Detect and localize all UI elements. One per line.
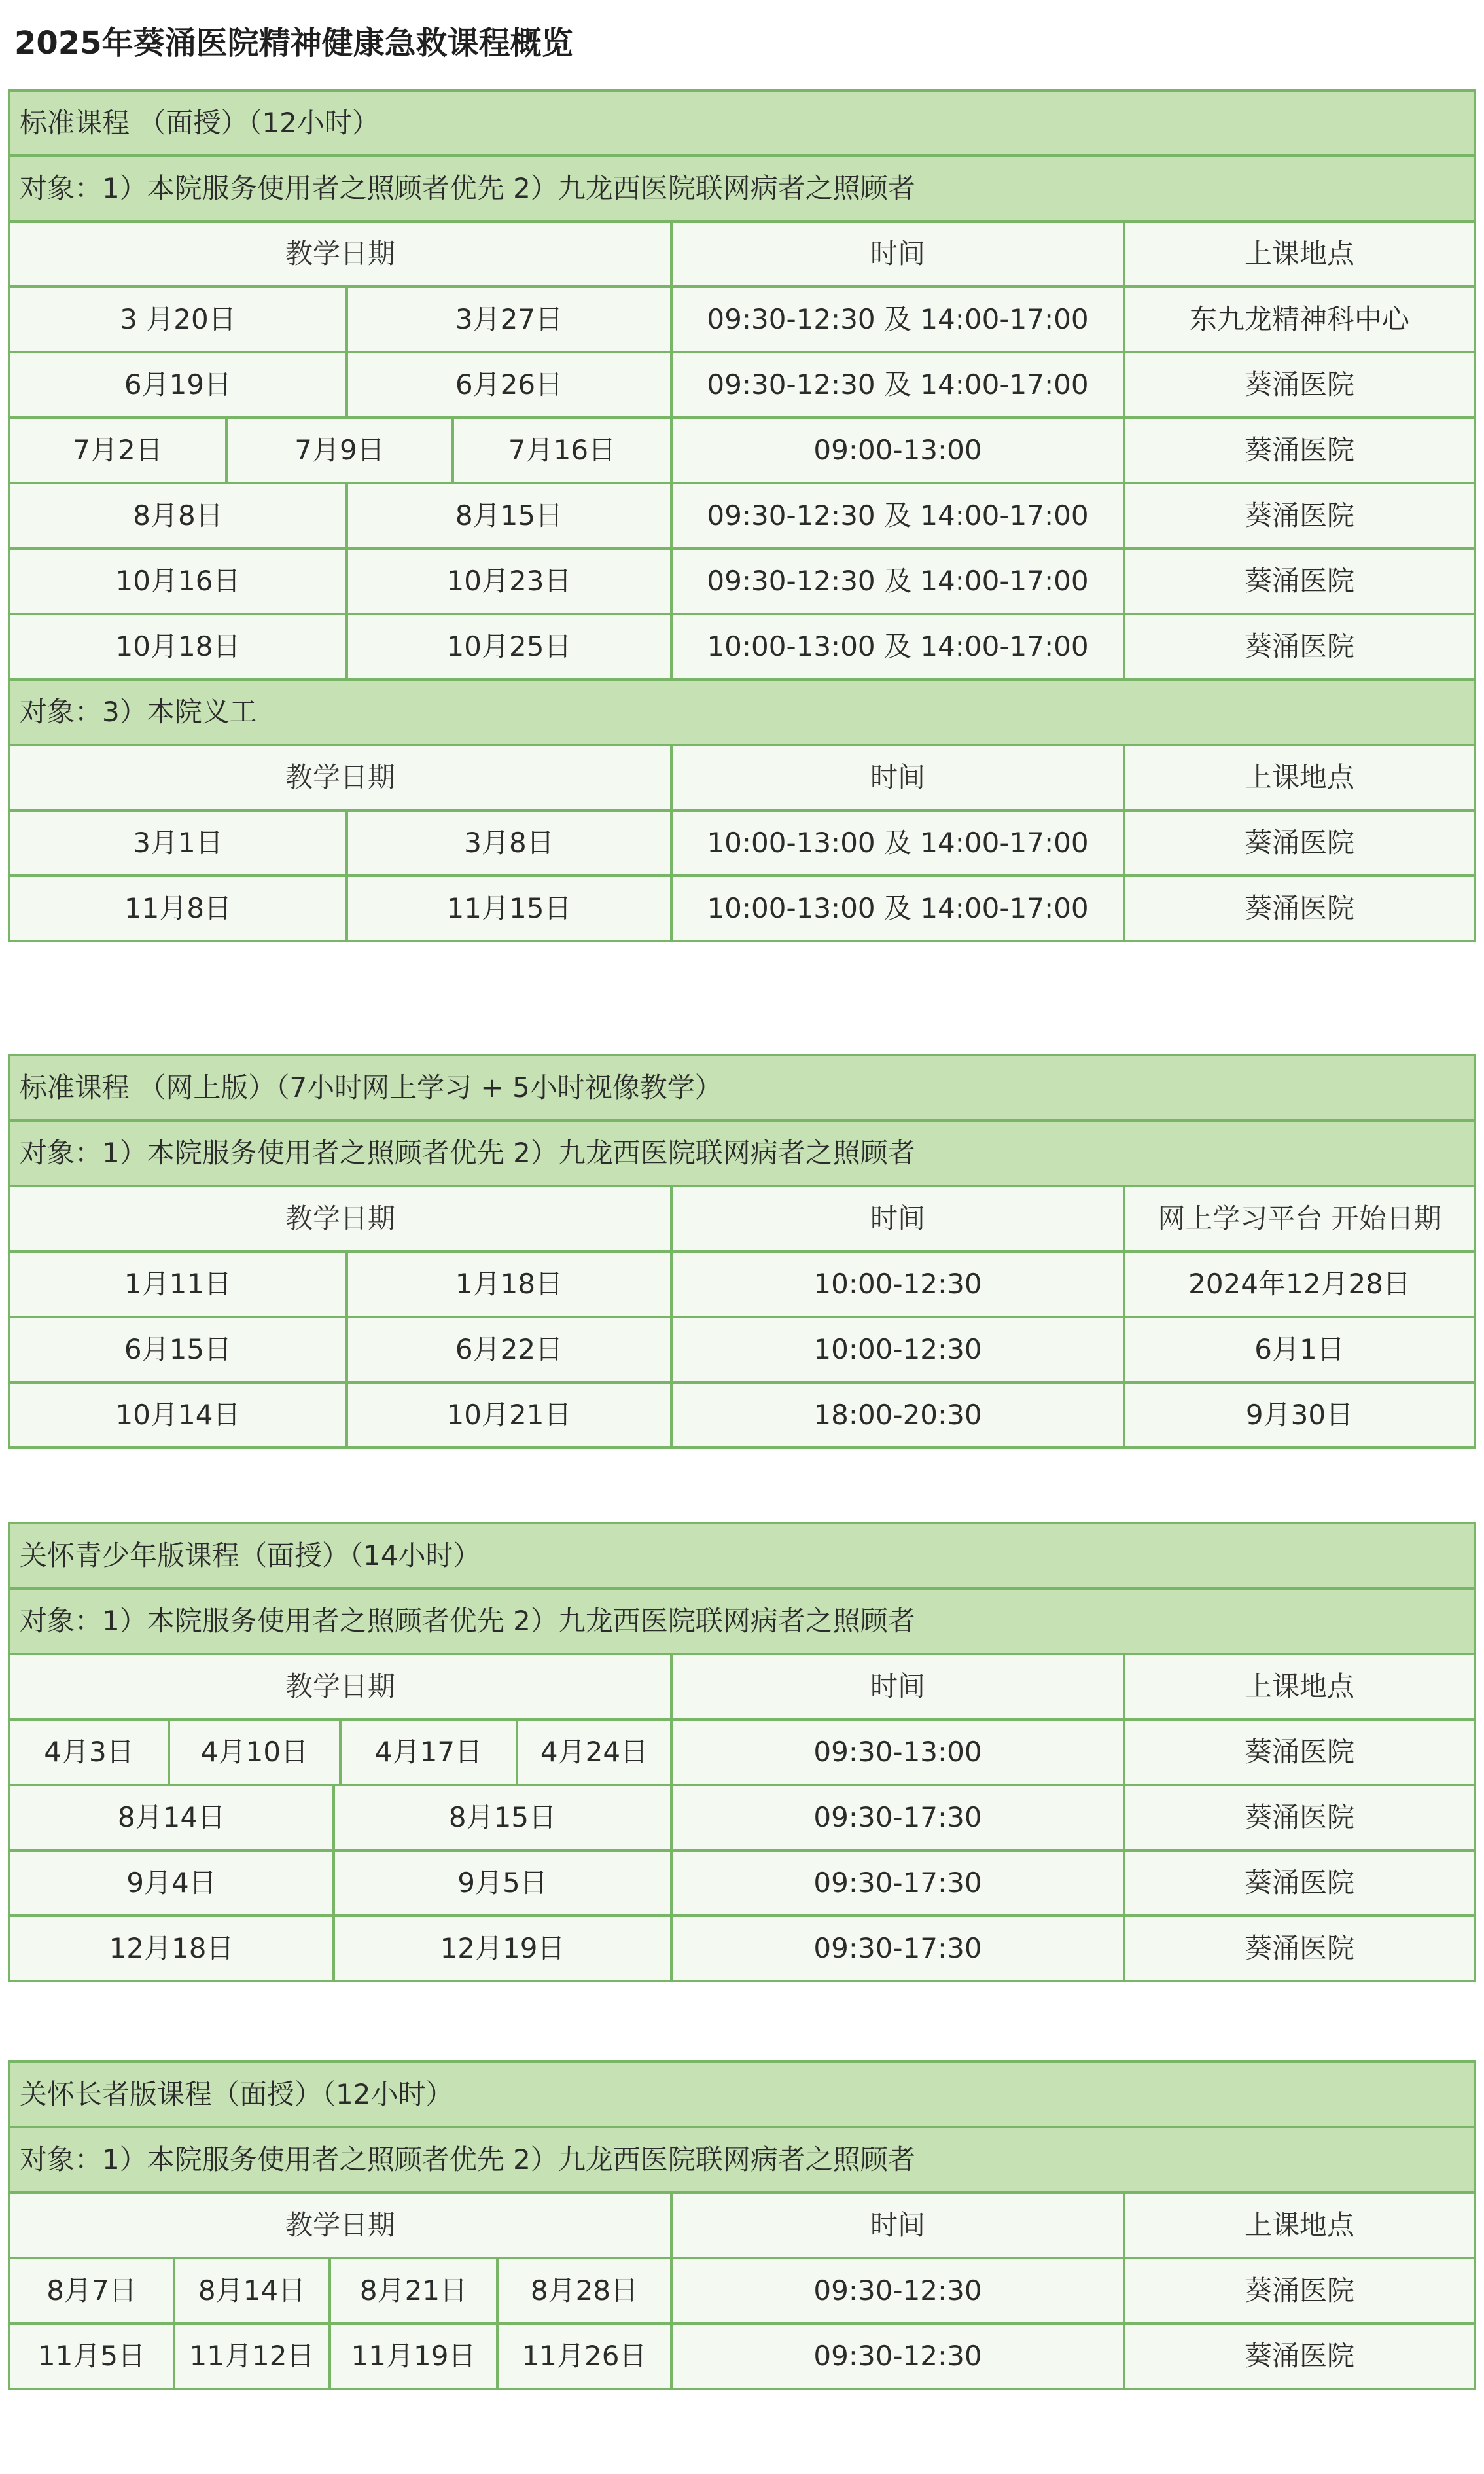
section-title: 关怀长者版课程（面授）（12小时） [9,2062,1475,2127]
table-row [9,1850,1475,1916]
session-date: 9月5日 [334,1850,671,1916]
session-place: 葵涌医院 [1124,483,1475,548]
section-title: 标准课程 （面授）（12小时） [9,90,1475,156]
target-audience: 对象：1）本院服务使用者之照顾者优先 2）九龙西医院联网病者之照顾者 [9,156,1475,221]
session-date: 3月1日 [9,810,347,876]
session-place: 葵涌医院 [1124,876,1475,941]
session-date: 4月3日 [9,1719,169,1785]
header-place: 上课地点 [1124,2193,1475,2258]
session-date: 8月15日 [334,1785,671,1850]
header-dates: 教学日期 [9,221,671,287]
table-row [9,810,1475,876]
session-date: 8月28日 [497,2258,671,2323]
session-date: 11月5日 [9,2323,174,2389]
session-date: 10月16日 [9,548,347,614]
header-row [9,745,1475,810]
session-time: 10:00-12:30 [671,1317,1124,1382]
table-row [9,1785,1475,1850]
header-dates: 教学日期 [9,1654,671,1719]
session-date: 9月4日 [9,1850,334,1916]
table-row [9,876,1475,941]
session-time: 09:30-12:30 及 14:00-17:00 [671,483,1124,548]
table-row [9,1251,1475,1317]
session-date: 11月19日 [330,2323,497,2389]
target-audience: 对象：1）本院服务使用者之照顾者优先 2）九龙西医院联网病者之照顾者 [9,1120,1475,1186]
session-date: 12月19日 [334,1916,671,1981]
course-table [8,89,1476,942]
course-section [8,1522,1474,1982]
banner-row [9,90,1475,156]
session-date: 1月18日 [347,1251,671,1317]
session-date: 8月21日 [330,2258,497,2323]
header-dates: 教学日期 [9,2193,671,2258]
session-place: 东九龙精神科中心 [1124,287,1475,352]
table-row [9,1382,1475,1448]
session-place: 葵涌医院 [1124,810,1475,876]
session-place: 葵涌医院 [1124,614,1475,679]
header-time: 时间 [671,1654,1124,1719]
header-time: 时间 [671,1186,1124,1251]
course-section [8,89,1474,942]
table-row [9,548,1475,614]
session-time: 09:00-13:00 [671,418,1124,483]
banner-row [9,1120,1475,1186]
session-date: 11月15日 [347,876,671,941]
course-table [8,2060,1476,2390]
section-title: 关怀青少年版课程（面授）（14小时） [9,1523,1475,1588]
table-row [9,1719,1475,1785]
session-time: 10:00-13:00 及 14:00-17:00 [671,614,1124,679]
session-time: 10:00-13:00 及 14:00-17:00 [671,876,1124,941]
table-row [9,483,1475,548]
session-place: 9月30日 [1124,1382,1475,1448]
session-date: 8月8日 [9,483,347,548]
session-date: 11月12日 [174,2323,330,2389]
session-time: 09:30-12:30 [671,2323,1124,2389]
session-date: 7月9日 [226,418,453,483]
banner-row [9,679,1475,745]
session-time: 10:00-13:00 及 14:00-17:00 [671,810,1124,876]
table-row [9,287,1475,352]
session-date: 10月14日 [9,1382,347,1448]
target-audience: 对象：3）本院义工 [9,679,1475,745]
banner-row [9,2127,1475,2193]
session-place: 葵涌医院 [1124,352,1475,418]
session-date: 8月14日 [174,2258,330,2323]
session-date: 10月25日 [347,614,671,679]
header-row [9,1186,1475,1251]
session-place: 葵涌医院 [1124,1850,1475,1916]
session-date: 6月15日 [9,1317,347,1382]
session-date: 8月7日 [9,2258,174,2323]
table-row [9,2323,1475,2389]
session-time: 09:30-12:30 及 14:00-17:00 [671,548,1124,614]
session-place: 葵涌医院 [1124,418,1475,483]
session-place: 葵涌医院 [1124,548,1475,614]
banner-row [9,1588,1475,1654]
section-title: 标准课程 （网上版）（7小时网上学习 + 5小时视像教学） [9,1055,1475,1120]
session-time: 09:30-17:30 [671,1785,1124,1850]
session-date: 1月11日 [9,1251,347,1317]
table-row [9,2258,1475,2323]
table-row [9,352,1475,418]
header-row [9,2193,1475,2258]
banner-row [9,156,1475,221]
session-time: 09:30-12:30 及 14:00-17:00 [671,287,1124,352]
session-date: 10月21日 [347,1382,671,1448]
course-table [8,1054,1476,1449]
session-date: 4月24日 [517,1719,671,1785]
target-audience: 对象：1）本院服务使用者之照顾者优先 2）九龙西医院联网病者之照顾者 [9,2127,1475,2193]
session-date: 11月8日 [9,876,347,941]
session-date: 7月16日 [453,418,671,483]
header-dates: 教学日期 [9,745,671,810]
session-place: 葵涌医院 [1124,1785,1475,1850]
session-place: 葵涌医院 [1124,2258,1475,2323]
header-place: 网上学习平台 开始日期 [1124,1186,1475,1251]
session-date: 11月26日 [497,2323,671,2389]
course-table [8,1522,1476,1982]
header-time: 时间 [671,2193,1124,2258]
header-row [9,1654,1475,1719]
header-row [9,221,1475,287]
session-date: 6月22日 [347,1317,671,1382]
session-date: 4月17日 [340,1719,517,1785]
header-place: 上课地点 [1124,1654,1475,1719]
session-date: 6月26日 [347,352,671,418]
banner-row [9,1055,1475,1120]
course-section [8,2060,1474,2390]
session-date: 6月19日 [9,352,347,418]
session-place: 2024年12月28日 [1124,1251,1475,1317]
session-date: 10月18日 [9,614,347,679]
table-row [9,1916,1475,1981]
page-title: 2025年葵涌医院精神健康急救课程概览 [14,25,573,62]
session-place: 葵涌医院 [1124,2323,1475,2389]
session-place: 6月1日 [1124,1317,1475,1382]
session-date: 12月18日 [9,1916,334,1981]
header-time: 时间 [671,745,1124,810]
session-time: 09:30-17:30 [671,1850,1124,1916]
table-row [9,614,1475,679]
session-place: 葵涌医院 [1124,1719,1475,1785]
table-row [9,1317,1475,1382]
session-date: 8月14日 [9,1785,334,1850]
session-time: 09:30-12:30 及 14:00-17:00 [671,352,1124,418]
header-place: 上课地点 [1124,221,1475,287]
session-time: 18:00-20:30 [671,1382,1124,1448]
session-date: 3月8日 [347,810,671,876]
target-audience: 对象：1）本院服务使用者之照顾者优先 2）九龙西医院联网病者之照顾者 [9,1588,1475,1654]
header-dates: 教学日期 [9,1186,671,1251]
header-place: 上课地点 [1124,745,1475,810]
session-date: 10月23日 [347,548,671,614]
session-date: 3月27日 [347,287,671,352]
banner-row [9,1523,1475,1588]
session-time: 10:00-12:30 [671,1251,1124,1317]
session-time: 09:30-12:30 [671,2258,1124,2323]
course-section [8,1054,1474,1449]
session-place: 葵涌医院 [1124,1916,1475,1981]
header-time: 时间 [671,221,1124,287]
session-date: 3 月20日 [9,287,347,352]
session-date: 4月10日 [169,1719,340,1785]
session-date: 8月15日 [347,483,671,548]
session-time: 09:30-13:00 [671,1719,1124,1785]
session-time: 09:30-17:30 [671,1916,1124,1981]
session-date: 7月2日 [9,418,226,483]
table-row [9,418,1475,483]
banner-row [9,2062,1475,2127]
